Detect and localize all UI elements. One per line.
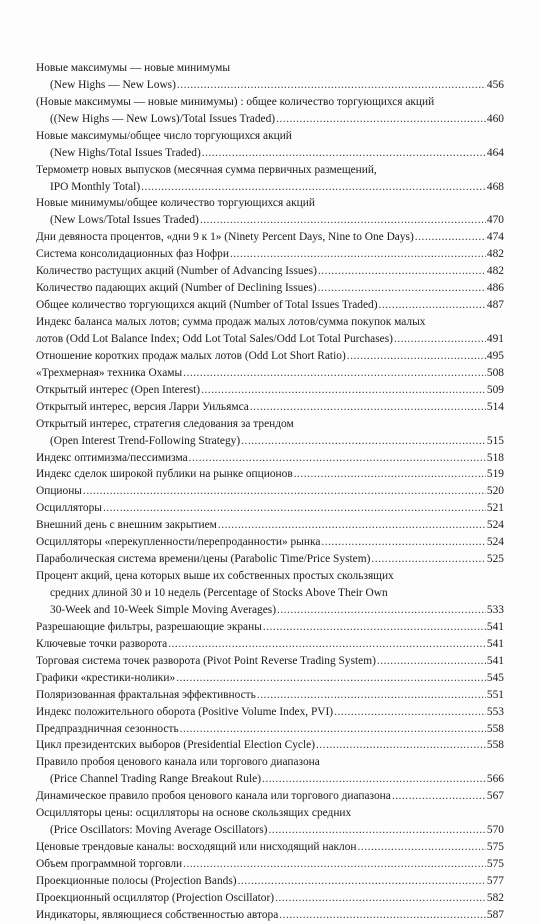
toc-entry-text: Ключевые точки разворота: [36, 637, 168, 650]
toc-entry: [36, 483, 504, 500]
toc-entry-text: Параболическая система времени/цены (Parabolic Time/Price System): [36, 553, 371, 566]
toc-entry-line: [36, 568, 504, 585]
toc-entry-line: [36, 128, 504, 145]
dot-leader: [263, 619, 486, 636]
toc-page-number: 524: [486, 536, 504, 549]
toc-entry-text: Процент акций, цена которых выше их собственных простых скользящих: [36, 570, 394, 583]
toc-entry: [36, 128, 504, 162]
toc-entry-text: Правило пробоя ценового канала или торгового диапазона: [36, 756, 320, 769]
toc-entry: [36, 805, 504, 839]
toc-entry-last-line: [36, 483, 504, 500]
toc-entry-text: Отношение коротких продаж малых лотов (Odd Lot Short Ratio): [36, 349, 346, 362]
toc-entry-line: [36, 94, 504, 111]
toc-entry-last-line: [36, 246, 504, 263]
toc-entry-text: Общее количество торгующихся акций (Number of Total Issues Traded): [36, 299, 378, 312]
toc-entry: [36, 382, 504, 399]
toc-entry: [36, 467, 504, 484]
toc-entry-last-line: [36, 517, 504, 534]
toc-entry: [36, 365, 504, 382]
toc-entry: [36, 619, 504, 636]
toc-entry-last-line: [36, 297, 504, 314]
toc-entry-text: (New Highs — New Lows): [50, 78, 176, 91]
toc-entry-text: Проекционный осциллятор (Projection Oscillator): [36, 891, 275, 904]
toc-page-number: 464: [486, 146, 504, 159]
toc-page-number: 566: [486, 773, 504, 786]
toc-entry: [36, 263, 504, 280]
toc-entry: [36, 162, 504, 196]
toc-entry: [36, 890, 504, 907]
toc-entry-text: Поляризованная фрактальная эффективность: [36, 688, 256, 701]
toc-entry: [36, 534, 504, 551]
toc-entry: [36, 754, 504, 788]
toc-page-number: 575: [486, 841, 504, 854]
dot-leader: [238, 873, 486, 890]
toc-entry-last-line: [36, 890, 504, 907]
toc-entry: [36, 856, 504, 873]
toc-page-number: 514: [486, 400, 504, 413]
dot-leader: [371, 551, 486, 568]
dot-leader: [277, 602, 486, 619]
toc-page-number: 577: [486, 874, 504, 887]
toc-entry-last-line: [36, 534, 504, 551]
toc-page-number: 551: [486, 688, 504, 701]
toc-entry-text: Индекс баланса малых лотов; сумма продаж малых лотов/сумма покупок малых: [36, 316, 426, 329]
toc-page-number: 482: [486, 265, 504, 278]
dot-leader: [257, 687, 486, 704]
dot-leader: [268, 822, 485, 839]
dot-leader: [176, 670, 486, 687]
toc-entry-text: Количество растущих акций (Number of Advancing Issues): [36, 265, 317, 278]
toc-entry-text: Дни девяноста процентов, «дни 9 к 1» (Ninety Percent Days, Nine to One Days): [36, 231, 414, 244]
toc-entry-text: Термометр новых выпусков (месячная сумма первичных размещений,: [36, 163, 377, 176]
toc-entry-text: Разрешающие фильтры, разрешающие экраны: [36, 620, 262, 633]
toc-entry-text: (Price Channel Trading Range Breakout Rule): [50, 773, 262, 786]
dot-leader: [241, 433, 486, 450]
dot-leader: [262, 771, 486, 788]
dot-leader: [218, 517, 486, 534]
toc-page-number: 487: [486, 299, 504, 312]
toc-entry: [36, 670, 504, 687]
toc-entry-line: [36, 196, 504, 213]
toc-entry-text: Осцилляторы «перекупленности/перепроданности» рынка: [36, 536, 321, 549]
toc-entry: [36, 399, 504, 416]
toc-entry-text: 30-Week and 10-Week Simple Moving Averages): [50, 603, 277, 616]
toc-entry: [36, 517, 504, 534]
dot-leader: [177, 77, 486, 94]
toc-entry-last-line: [36, 212, 504, 229]
toc-entry: [36, 280, 504, 297]
dot-leader: [103, 500, 486, 517]
toc-page-number: 521: [486, 502, 504, 515]
toc-page-number: 486: [486, 282, 504, 295]
toc-page-number: 456: [486, 78, 504, 91]
toc-entry-text: ((New Highs — New Lows)/Total Issues Traded): [50, 112, 276, 125]
toc-entry-last-line: [36, 619, 504, 636]
toc-entry-last-line: [36, 229, 504, 246]
toc-entry-text: Количество падающих акций (Number of Declining Issues): [36, 282, 317, 295]
toc-page-number: 474: [486, 231, 504, 244]
toc-entry-last-line: [36, 636, 504, 653]
toc-entry-last-line: [36, 839, 504, 856]
toc-entry: [36, 500, 504, 517]
toc-entry: [36, 196, 504, 230]
toc-entry-last-line: [36, 331, 504, 348]
toc-entry-text: Опционы: [36, 485, 82, 498]
toc-page-number: 541: [486, 620, 504, 633]
toc-entry-text: Открытый интерес (Open Interest): [36, 383, 201, 396]
toc-page-number: 508: [486, 366, 504, 379]
table-of-contents: [36, 60, 504, 924]
toc-entry-line: [36, 60, 504, 77]
toc-entry-text: Индекс оптимизма/пессимизма: [36, 451, 188, 464]
dot-leader: [358, 839, 486, 856]
toc-page-number: 482: [486, 248, 504, 261]
toc-entry-text: средних длиной 30 и 10 недель (Percentage of Stocks Above Their Own: [50, 587, 388, 600]
dot-leader: [189, 450, 486, 467]
toc-entry-last-line: [36, 771, 504, 788]
toc-entry-last-line: [36, 145, 504, 162]
toc-entry-text: (New Lows/Total Issues Traded): [50, 214, 199, 227]
toc-entry-text: Предпраздничная сезонность: [36, 722, 179, 735]
toc-entry: [36, 416, 504, 450]
toc-entry-last-line: [36, 704, 504, 721]
dot-leader: [394, 331, 486, 348]
toc-entry-last-line: [36, 873, 504, 890]
toc-entry-last-line: [36, 348, 504, 365]
toc-entry: [36, 314, 504, 348]
toc-entry-last-line: [36, 365, 504, 382]
toc-entry: [36, 704, 504, 721]
toc-entry-text: (Price Oscillators: Moving Average Oscillators): [50, 824, 268, 837]
toc-entry-text: Новые максимумы — новые минимумы: [36, 61, 230, 74]
dot-leader: [168, 636, 486, 653]
dot-leader: [276, 111, 486, 128]
toc-entry: [36, 348, 504, 365]
toc-entry-last-line: [36, 450, 504, 467]
dot-leader: [318, 263, 486, 280]
toc-page-number: 519: [486, 468, 504, 481]
toc-entry-text: Индекс положительного оборота (Positive Volume Index, PVI): [36, 705, 334, 718]
toc-entry-line: [36, 585, 504, 602]
toc-entry-text: Открытый интерес, версия Ларри Уильямса: [36, 400, 249, 413]
toc-page-number: 575: [486, 858, 504, 871]
toc-entry-text: Новые минимумы/общее количество торгующихся акций: [36, 197, 315, 210]
toc-entry-line: [36, 314, 504, 331]
dot-leader: [202, 145, 486, 162]
toc-entry-last-line: [36, 788, 504, 805]
toc-entry-last-line: [36, 77, 504, 94]
dot-leader: [180, 721, 486, 738]
toc-entry-last-line: [36, 399, 504, 416]
toc-entry-last-line: [36, 653, 504, 670]
dot-leader: [379, 297, 486, 314]
toc-entry-text: Осцилляторы цены: осцилляторы на основе скользящих средних: [36, 807, 352, 820]
toc-entry-last-line: [36, 670, 504, 687]
toc-page-number: 582: [486, 891, 504, 904]
toc-entry: [36, 94, 504, 128]
toc-entry: [36, 738, 504, 755]
toc-entry: [36, 568, 504, 619]
dot-leader: [318, 280, 486, 297]
toc-page-number: 545: [486, 671, 504, 684]
toc-entry: [36, 297, 504, 314]
toc-entry: [36, 907, 504, 924]
toc-page-number: 518: [486, 451, 504, 464]
toc-entry-last-line: [36, 433, 504, 450]
toc-entry-last-line: [36, 738, 504, 755]
toc-page-number: 509: [486, 383, 504, 396]
toc-entry-last-line: [36, 263, 504, 280]
toc-entry-text: Новые максимумы/общее число торгующихся акций: [36, 129, 292, 142]
toc-page-number: 567: [486, 790, 504, 803]
toc-entry-text: лотов (Odd Lot Balance Index; Odd Lot Total Sales/Odd Lot Total Purchases): [36, 332, 393, 345]
dot-leader: [141, 179, 486, 196]
toc-entry-line: [36, 805, 504, 822]
toc-entry-text: Торговая система точек разворота (Pivot Point Reverse Trading System): [36, 654, 376, 667]
toc-page-number: 558: [486, 739, 504, 752]
toc-entry-text: (Новые максимумы — новые минимумы) : общее количество торгующихся акций: [36, 95, 435, 108]
toc-page-number: 525: [486, 553, 504, 566]
toc-page-number: 520: [486, 485, 504, 498]
toc-entry-text: Внешний день с внешним закрытием: [36, 519, 217, 532]
toc-entry-last-line: [36, 382, 504, 399]
toc-entry-last-line: [36, 179, 504, 196]
toc-entry-last-line: [36, 280, 504, 297]
toc-entry-line: [36, 416, 504, 433]
toc-entry-text: Ценовые трендовые каналы: восходящий или нисходящий наклон: [36, 841, 357, 854]
toc-entry: [36, 873, 504, 890]
dot-leader: [334, 704, 486, 721]
toc-entry: [36, 636, 504, 653]
toc-entry-text: (Open Interest Trend-Following Strategy): [50, 434, 241, 447]
toc-page-number: 524: [486, 519, 504, 532]
toc-entry-text: Динамическое правило пробоя ценового канала или торгового диапазона: [36, 790, 391, 803]
toc-page-number: 541: [486, 654, 504, 667]
toc-entry-text: Объем программной торговли: [36, 858, 183, 871]
toc-page-number: 541: [486, 637, 504, 650]
toc-entry-last-line: [36, 551, 504, 568]
toc-entry-text: (New Highs/Total Issues Traded): [50, 146, 201, 159]
toc-entry-text: Открытый интерес, стратегия следования за трендом: [36, 417, 294, 430]
toc-entry-last-line: [36, 111, 504, 128]
toc-page-number: 587: [486, 908, 504, 921]
toc-entry: [36, 450, 504, 467]
dot-leader: [183, 856, 486, 873]
toc-entry-text: Индикаторы, являющиеся собственностью автора: [36, 908, 279, 921]
toc-entry-last-line: [36, 907, 504, 924]
toc-entry-text: Система консолидационных фаз Нофри: [36, 248, 229, 261]
dot-leader: [294, 467, 486, 484]
toc-entry: [36, 551, 504, 568]
dot-leader: [321, 534, 486, 551]
toc-entry-text: Индекс сделок широкой публики на рынке опционов: [36, 468, 293, 481]
toc-page-number: 553: [486, 705, 504, 718]
toc-entry-text: IPO Monthly Total): [50, 180, 141, 193]
toc-page-number: 533: [486, 603, 504, 616]
toc-entry: [36, 229, 504, 246]
toc-entry: [36, 60, 504, 94]
toc-entry: [36, 721, 504, 738]
dot-leader: [279, 907, 486, 924]
toc-page-number: 495: [486, 349, 504, 362]
toc-entry-text: Цикл президентских выборов (Presidential Election Cycle): [36, 739, 315, 752]
toc-entry-line: [36, 754, 504, 771]
dot-leader: [200, 212, 486, 229]
toc-entry-line: [36, 162, 504, 179]
dot-leader: [230, 246, 486, 263]
toc-entry: [36, 246, 504, 263]
toc-entry-text: Проекционные полосы (Projection Bands): [36, 874, 237, 887]
dot-leader: [377, 653, 486, 670]
toc-entry-last-line: [36, 856, 504, 873]
toc-page-number: 558: [486, 722, 504, 735]
toc-page-number: 470: [486, 214, 504, 227]
dot-leader: [316, 738, 486, 755]
toc-page-number: 460: [486, 112, 504, 125]
dot-leader: [201, 382, 486, 399]
toc-entry-text: «Трехмерная» техника Охамы: [36, 366, 183, 379]
toc-entry-text: Графики «крестики-нолики»: [36, 671, 176, 684]
dot-leader: [415, 229, 486, 246]
toc-entry-last-line: [36, 500, 504, 517]
toc-page-number: 468: [486, 180, 504, 193]
toc-entry: [36, 839, 504, 856]
toc-entry-last-line: [36, 467, 504, 484]
toc-entry-text: Осцилляторы: [36, 502, 102, 515]
toc-entry: [36, 687, 504, 704]
toc-entry-last-line: [36, 687, 504, 704]
toc-entry: [36, 788, 504, 805]
dot-leader: [250, 399, 486, 416]
toc-entry-last-line: [36, 721, 504, 738]
toc-page-number: 515: [486, 434, 504, 447]
toc-entry-last-line: [36, 602, 504, 619]
toc-page-number: 491: [486, 332, 504, 345]
toc-page-number: 570: [486, 824, 504, 837]
toc-entry: [36, 653, 504, 670]
dot-leader: [83, 483, 486, 500]
dot-leader: [392, 788, 486, 805]
dot-leader: [275, 890, 486, 907]
dot-leader: [183, 365, 486, 382]
dot-leader: [347, 348, 486, 365]
toc-entry-last-line: [36, 822, 504, 839]
